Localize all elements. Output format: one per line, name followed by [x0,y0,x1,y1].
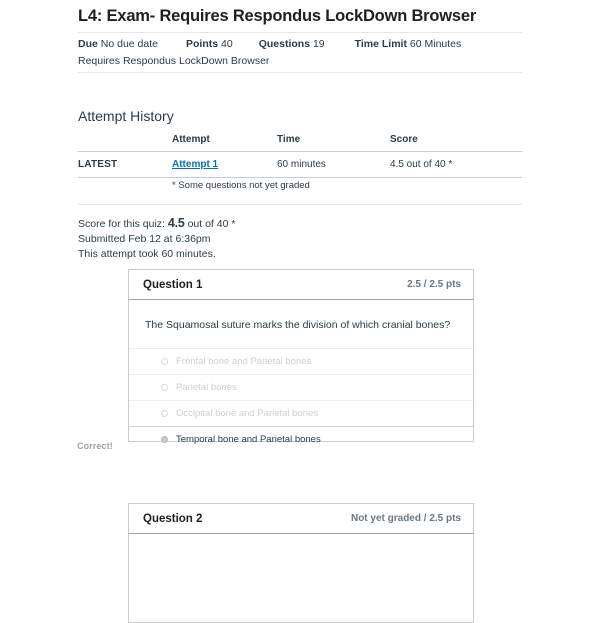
meta-due [78,38,158,50]
divider-above-score [78,204,522,205]
question-1-header [128,269,474,299]
score-value: 4.5 [167,216,185,230]
question-1-answers [129,348,473,452]
attempt-history-heading: Attempt History [78,108,174,124]
meta-time-limit-value: 60 Minutes [409,38,462,50]
question-1-title: Question 1 [143,278,203,291]
question-2-text [129,534,473,568]
divider-top [78,32,522,33]
attempt-1-link[interactable]: Attempt 1 [172,159,219,170]
score-prefix: Score for this quiz: [78,218,165,230]
score-suffix: out of 40 * [187,218,236,230]
question-1-points: 2.5 / 2.5 pts [407,279,461,290]
table-row [78,152,522,178]
answer-option[interactable] [129,348,473,374]
question-2-body [128,533,474,623]
radio-unselected-icon[interactable] [161,410,168,417]
score-line [78,216,235,232]
answer-option-label: Parietal bones [176,382,237,393]
answer-option-label: Occipital bone and Parietal bones [176,408,319,419]
question-2-header [128,503,474,533]
submitted-line: Submitted Feb 12 at 6:36pm [78,233,211,245]
question-2-title: Question 2 [143,512,203,525]
meta-time-limit-label: Time Limit [354,38,407,50]
answer-option[interactable] [129,400,473,426]
column-header-attempt: Attempt [172,134,210,145]
question-1-text: The Squamosal suture marks the division of which cranial bones? [145,319,451,331]
column-header-time: Time [277,134,301,145]
answer-option-label: Temporal bone and Parietal bones [176,434,321,445]
table-header-row [78,134,522,152]
latest-marker: LATEST [78,152,172,178]
radio-unselected-icon[interactable] [161,384,168,391]
meta-points-label: Points [185,38,219,50]
meta-questions [259,38,325,50]
answer-option-label: Frontal bone and Parietal bones [176,356,312,367]
score-summary [78,216,235,262]
column-header-blank [78,134,172,152]
duration-line: This attempt took 60 minutes. [78,248,216,260]
page-title: L4: Exam- Requires Respondus LockDown Browser [78,7,477,25]
column-header-score: Score [390,134,418,145]
divider-under-meta [78,72,522,73]
meta-due-value: No due date [100,38,158,50]
quiz-meta-row [78,38,538,50]
answer-option[interactable] [129,374,473,400]
attempt-time-cell: 60 minutes [277,152,390,178]
question-1-correct-flag: Correct! [77,441,113,451]
question-1-body [128,299,474,445]
meta-questions-value: 19 [312,38,325,50]
question-2-points: Not yet graded / 2.5 pts [350,513,461,524]
attempt-history-table [78,134,522,178]
attempt-score-cell: 4.5 out of 40 * [390,152,522,178]
question-2-container [128,503,474,623]
radio-selected-icon[interactable] [161,436,168,443]
attempt-cell [172,152,277,178]
radio-unselected-icon[interactable] [161,358,168,365]
meta-points-value: 40 [221,38,233,50]
ungraded-footnote: * Some questions not yet graded [172,180,310,191]
meta-points [186,38,233,50]
meta-time-limit [355,38,462,50]
meta-due-label: Due [78,38,98,50]
question-1-container [128,269,474,445]
answer-option-selected[interactable] [129,426,473,452]
meta-questions-label: Questions [258,38,311,50]
lockdown-requirement-note: Requires Respondus LockDown Browser [78,55,270,67]
